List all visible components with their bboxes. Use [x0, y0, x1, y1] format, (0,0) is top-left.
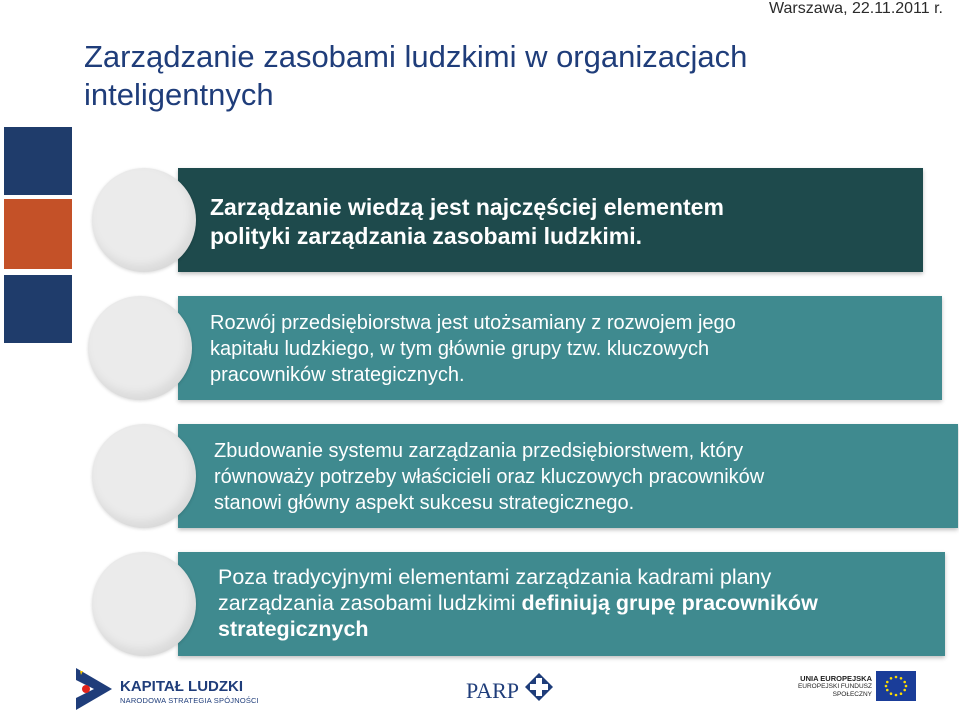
decor-square-navy-bottom [4, 275, 72, 343]
point-1-text [210, 193, 903, 251]
eu-fund-line-1: EUROPEJSKI FUNDUSZ [797, 683, 872, 690]
page-title [84, 38, 884, 114]
eu-fund-line-2: SPOŁECZNY [832, 691, 872, 698]
point-3-text [214, 438, 948, 516]
point-3-line-1: Zbudowanie systemu zarządzania przedsiębiorstwem, który [214, 440, 744, 462]
point-2-line-1: Rozwój przedsiębiorstwa jest utożsamiany z rozwojem jego [210, 312, 736, 334]
point-1-line-1: Zarządzanie wiedzą jest najczęściej elementem [210, 194, 724, 220]
bullet-circle-4 [92, 552, 196, 656]
point-4-line-2 [218, 590, 935, 616]
parp-logo-icon [524, 672, 554, 702]
point-band-2 [178, 296, 942, 400]
parp-logo-text: PARP [466, 678, 520, 703]
point-2-text [210, 310, 922, 388]
point-4-line-1: Poza tradycyjnymi elementami zarządzania kadrami plany [218, 565, 772, 589]
decor-square-orange [4, 199, 72, 269]
point-2-line-2: kapitału ludzkiego, w tym głównie grupy tzw. kluczowych [210, 338, 710, 360]
point-3-line-3: stanowi główny aspekt sukcesu strategicznego. [214, 492, 635, 514]
point-band-4 [178, 552, 945, 656]
date-label: Warszawa, 22.11.2011 r. [768, 0, 943, 17]
footer-logos [0, 662, 959, 714]
point-band-3 [178, 424, 958, 528]
kapital-ludzki-name: KAPITAŁ LUDZKI [120, 678, 244, 695]
point-4-line-3-bold: strategicznych [218, 617, 369, 641]
point-4-line-2-bold: definiują grupę pracowników [521, 591, 818, 615]
decor-square-navy-top [4, 127, 72, 195]
eu-label: UNIA EUROPEJSKA [800, 674, 872, 683]
point-4-text [218, 564, 935, 642]
bullet-circle-1 [92, 168, 196, 272]
eu-fund-label [780, 683, 872, 699]
title-line-1: Zarządzanie zasobami ludzkimi w organizacjach [84, 39, 748, 74]
bullet-circle-2 [88, 296, 192, 400]
point-band-1 [178, 168, 923, 272]
kapital-ludzki-subtitle: NARODOWA STRATEGIA SPÓJNOŚCI [120, 696, 259, 705]
point-2-line-3: pracowników strategicznych. [210, 364, 465, 386]
bullet-circle-3 [92, 424, 196, 528]
point-4-line-2-plain: zarządzania zasobami ludzkimi [218, 591, 522, 615]
point-4-line-3 [218, 616, 935, 642]
point-3-line-2: równoważy potrzeby właścicieli oraz kluczowych pracowników [214, 466, 765, 488]
title-line-2: inteligentnych [84, 77, 274, 112]
point-1-line-2: polityki zarządzania zasobami ludzkimi. [210, 223, 643, 249]
eu-flag-icon [876, 671, 916, 701]
kapital-ludzki-logo-icon [74, 666, 114, 712]
